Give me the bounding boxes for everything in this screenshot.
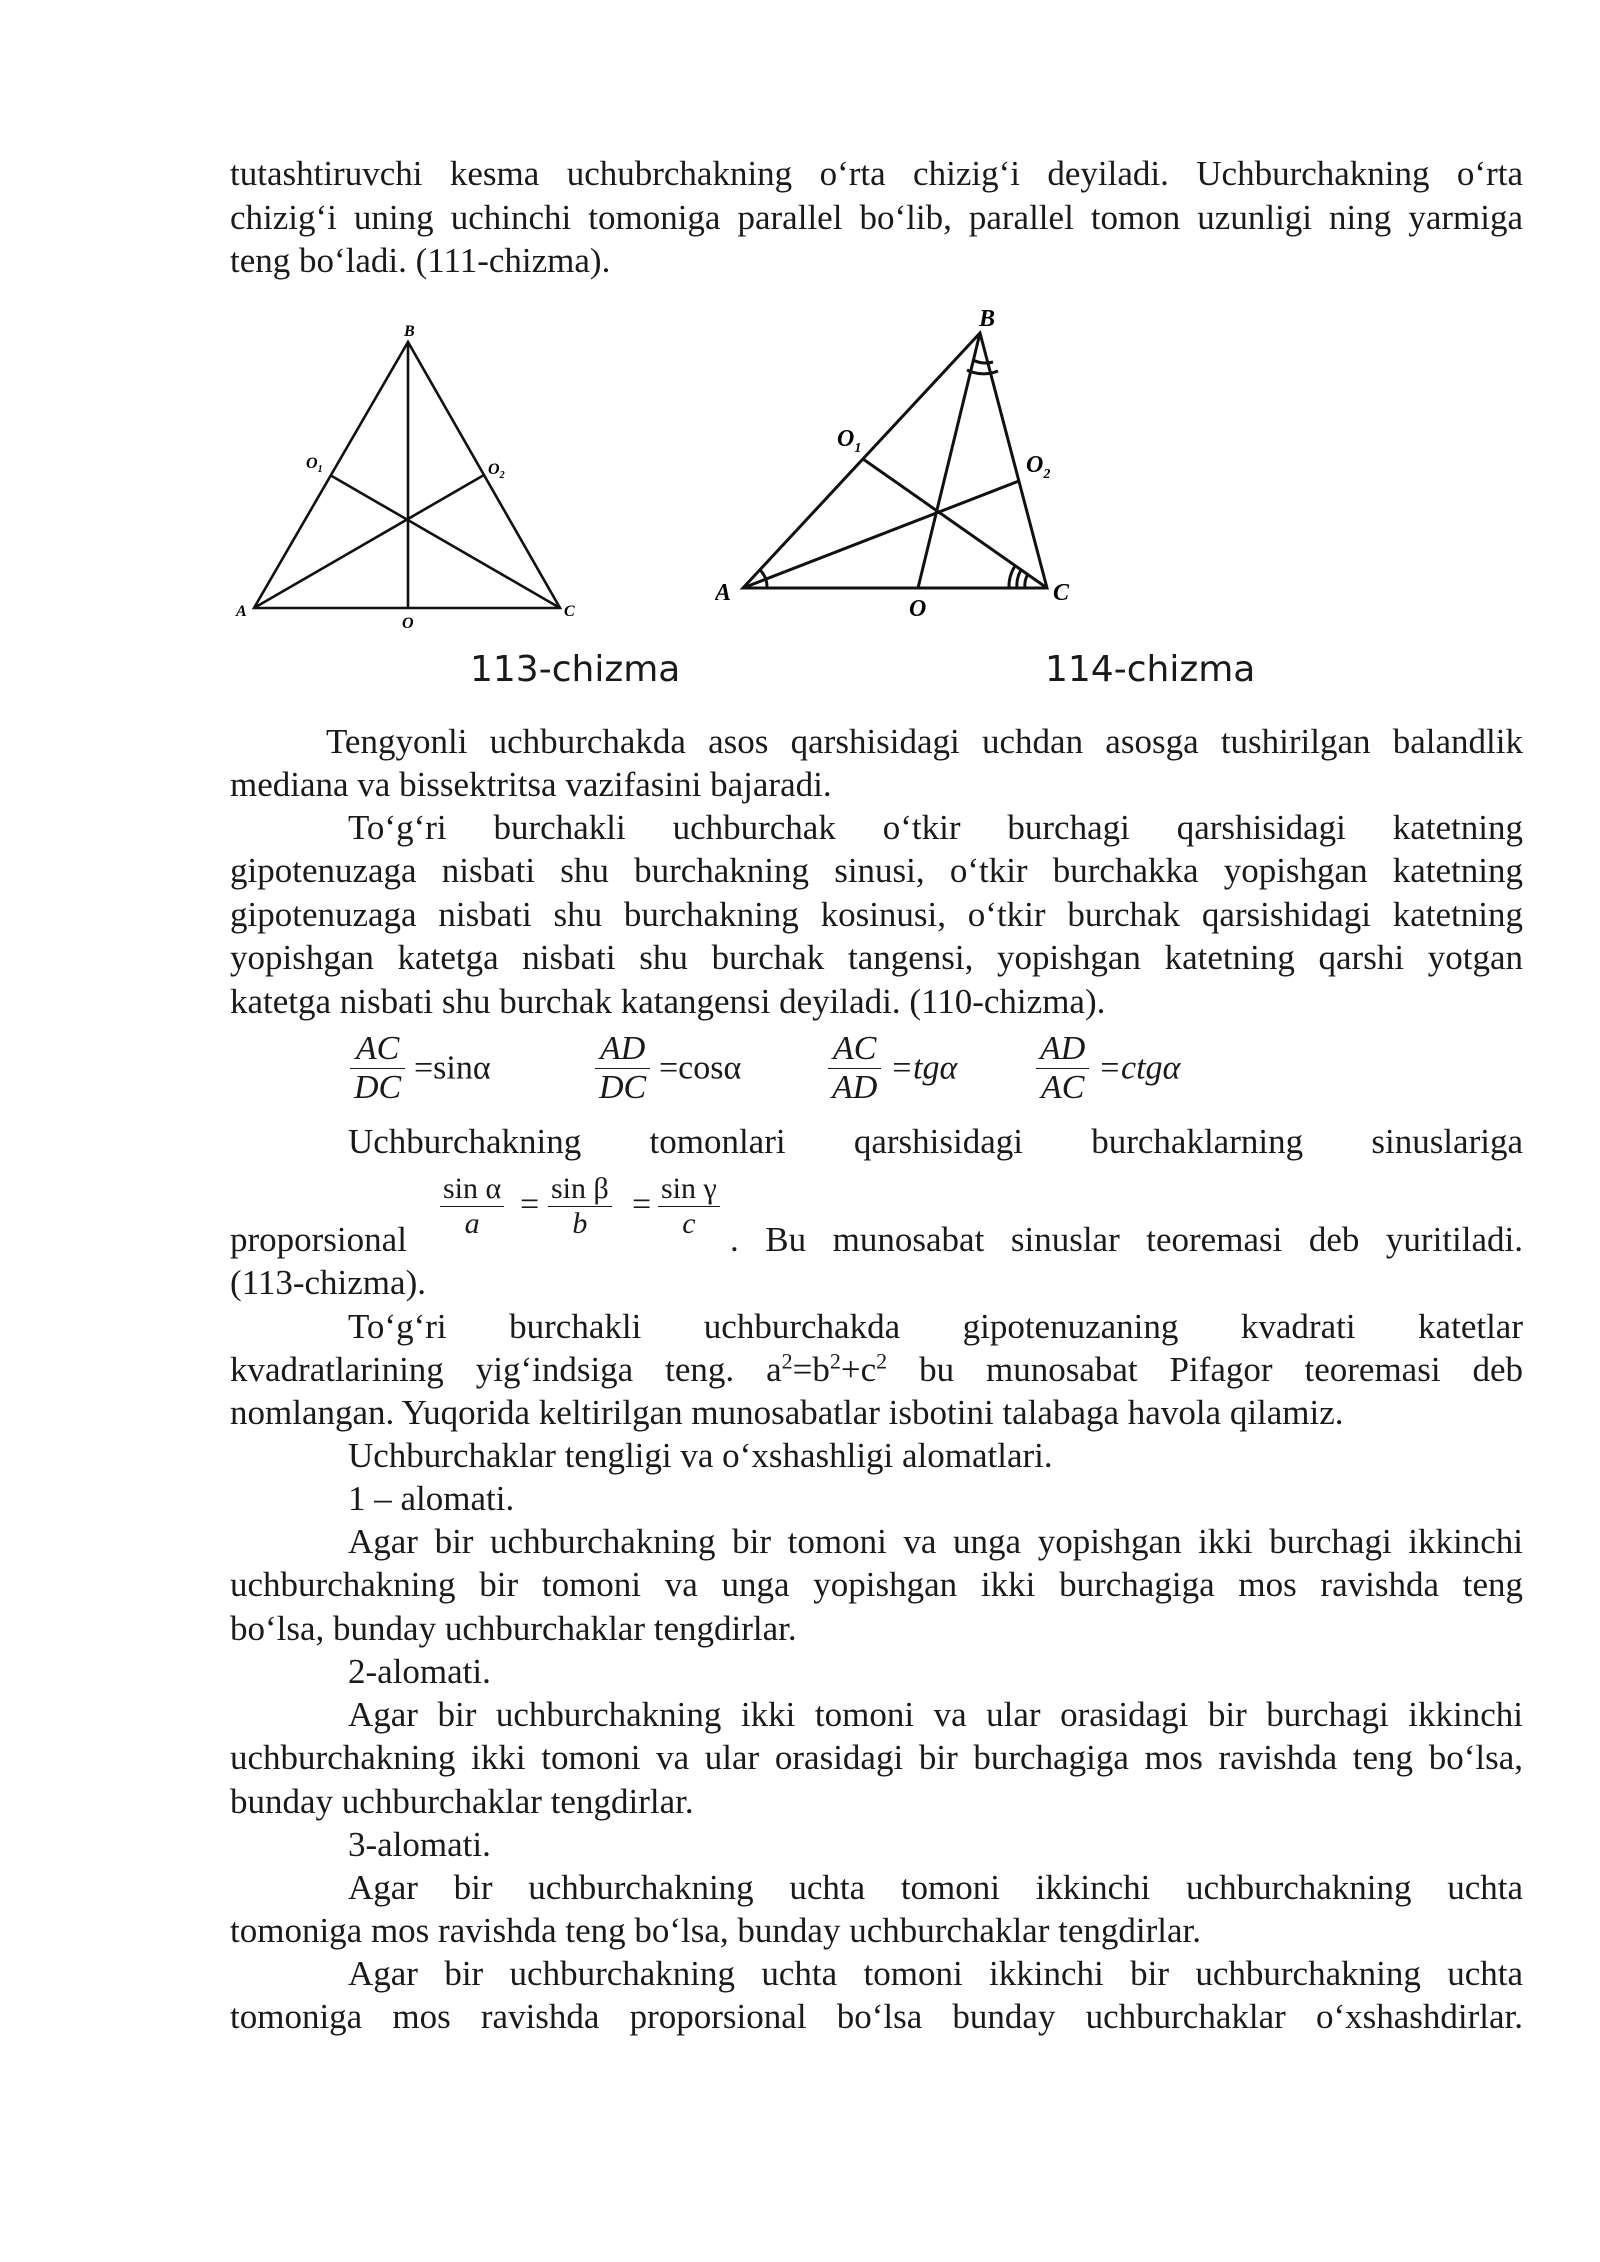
formula-rhs: =tgα xyxy=(890,1049,958,1087)
text-line: 1 – alomati. xyxy=(348,1479,515,1518)
text-line: 2-alomati. xyxy=(348,1652,491,1691)
label-C: C xyxy=(1053,580,1070,606)
sign-1-title xyxy=(230,1477,1523,1521)
pythagoras-line-1 xyxy=(230,1305,1523,1349)
similarity-text xyxy=(230,1952,1523,1996)
fraction: $\frac{AD}{AC}$ xyxy=(1036,1030,1089,1107)
sines-after xyxy=(730,1218,1523,1262)
label-O: O xyxy=(402,615,414,628)
sine-fraction-b: sin β b xyxy=(548,1172,612,1241)
sign-1-text xyxy=(230,1520,1523,1564)
sign-2-text xyxy=(230,1693,1523,1737)
sign-2-text-cont xyxy=(230,1736,1523,1823)
label-C: C xyxy=(564,603,575,620)
text-line: Agar bir uchburchakning ikki tomoni va ular orasidagi bir burchagi ikkinchi xyxy=(348,1695,1523,1734)
text-line: tomoniga mos ravishda proporsional bo‘lsa bunday uchburchaklar o‘xshashdirlar. xyxy=(230,1997,1523,2036)
sign-3-text xyxy=(230,1866,1523,1910)
sine-fraction-a: sin α a xyxy=(440,1172,504,1241)
text-line: yopishgan katetga nisbati shu burchak tangensi, yopishgan katetning qarshi yotgan xyxy=(230,938,1523,978)
formula-rhs: =sinα xyxy=(413,1049,491,1087)
label-O1: $O_1$ xyxy=(306,455,323,475)
fraction: $\frac{AD}{DC}$ xyxy=(595,1030,650,1107)
label-O: O xyxy=(909,596,927,618)
label-O2: $O_2$ xyxy=(1026,452,1051,482)
sign-3-text-cont xyxy=(230,1909,1523,1953)
text-line: katetga nisbati shu burchak katangensi deyiladi. (110-chizma). xyxy=(230,981,1106,1021)
text-line: bunday uchburchaklar tengdirlar. xyxy=(230,1781,694,1821)
label-O1: $O_1$ xyxy=(837,426,862,456)
caption-113: 113-chizma xyxy=(470,649,681,690)
sines-line-3 xyxy=(230,1261,1523,1305)
label-A: A xyxy=(715,580,732,606)
text-line: Agar bir uchburchakning uchta tomoni ikkinchi uchburchakning uchta xyxy=(348,1868,1523,1907)
text-line: kvadratlarining yig‘indsiga teng. $a^2=b^2+c^2$ bu munosabat Pifagor teoremasi deb xyxy=(230,1348,1523,1389)
formula-tg xyxy=(828,1030,957,1107)
formula-ctg xyxy=(1036,1030,1180,1107)
equals-sign: = xyxy=(632,1186,652,1223)
equals-sign: = xyxy=(520,1186,540,1223)
figure-114 xyxy=(715,298,1095,618)
formula-cos xyxy=(595,1030,741,1107)
text-line: mediana va bissektritsa vazifasini bajaradi. xyxy=(230,765,832,804)
formula-rhs: =ctgα xyxy=(1098,1049,1181,1087)
text-line: uchburchakning bir tomoni va unga yopishgan ikki burchagiga mos ravishda teng xyxy=(230,1565,1523,1604)
text-line: 3-alomati. xyxy=(348,1825,491,1864)
pythagoras-line-2 xyxy=(230,1348,1523,1392)
pythagoras-line-3 xyxy=(230,1391,1523,1435)
triangle-113-lines xyxy=(254,342,560,608)
text-line: To‘g‘ri burchakli uchburchak o‘tkir burchagi qarshisidagi katetning xyxy=(348,808,1523,847)
label-O2: $O_2$ xyxy=(488,461,505,481)
label-A: A xyxy=(236,603,247,620)
text-line: teng bo‘ladi. (111-chizma). xyxy=(230,241,611,281)
formula-sin xyxy=(350,1030,491,1107)
fraction: $\frac{AC}{DC}$ xyxy=(350,1030,405,1107)
sines-before: proporsional xyxy=(230,1220,407,1259)
sines-line-1 xyxy=(348,1120,1523,1164)
text-line: gipotenuzaga nisbati shu burchakning kosinusi, o‘tkir burchak qarsishidagi katetning xyxy=(230,894,1523,934)
text-line: . Bu munosabat sinuslar teoremasi deb yuritiladi. xyxy=(730,1220,1523,1259)
text-line: (113-chizma). xyxy=(230,1263,426,1302)
sign-2-title xyxy=(230,1650,1523,1694)
text-line: bo‘lsa, bunday uchburchaklar tengdirlar. xyxy=(230,1608,797,1648)
label-B: B xyxy=(979,306,996,332)
pythagoras-formula: $a^2=b^2+c^2$ xyxy=(766,1348,888,1389)
intro-paragraph xyxy=(230,152,1523,283)
text-line: Agar bir uchburchakning uchta tomoni ikkinchi bir uchburchakning uchta xyxy=(348,1954,1523,1993)
text-line: uchburchakning ikki tomoni va ular orasidagi bir burchagiga mos ravishda teng bo‘lsa, xyxy=(230,1738,1523,1777)
text-line: To‘g‘ri burchakli uchburchakda gipotenuzaning kvadrati katetlar xyxy=(348,1307,1523,1346)
paragraph-trig-def-cont xyxy=(230,849,1523,1023)
text-line: Tengyonli uchburchakda asos qarshisidagi uchdan asosga tushirilgan balandlik xyxy=(326,722,1523,761)
paragraph-isosceles-cont xyxy=(230,763,1523,807)
signs-title xyxy=(230,1434,1523,1478)
text-line: Uchburchaklar tengligi va o‘xshashligi alomatlari. xyxy=(348,1436,1053,1475)
formula-rhs: =cosα xyxy=(658,1049,742,1087)
paragraph-isosceles xyxy=(230,720,1523,764)
figure-113 xyxy=(230,318,600,628)
triangle-114-lines xyxy=(743,333,1047,588)
text-line: gipotenuzaga nisbati shu burchakning sinusi, o‘tkir burchakka yopishgan katetning xyxy=(230,851,1523,890)
text-line: chizig‘i uning uchinchi tomoniga parallel bo‘lib, parallel tomon uzunligi ning yarmiga xyxy=(230,197,1523,237)
paragraph-trig-def xyxy=(230,806,1523,850)
sine-fraction-c: sin γ c xyxy=(658,1172,720,1241)
caption-114: 114-chizma xyxy=(1045,649,1256,690)
text-line: Uchburchakning tomonlari qarshisidagi burchaklarning sinuslariga xyxy=(348,1122,1523,1161)
sign-1-text-cont xyxy=(230,1563,1523,1650)
text-line: tomoniga mos ravishda teng bo‘lsa, bunday uchburchaklar tengdirlar. xyxy=(230,1911,1201,1950)
text-line: nomlangan. Yuqorida keltirilgan munosabatlar isbotini talabaga havola qilamiz. xyxy=(230,1393,1344,1432)
label-B: B xyxy=(404,323,415,340)
fraction: $\frac{AC}{AD}$ xyxy=(828,1030,881,1107)
text-line: Agar bir uchburchakning bir tomoni va unga yopishgan ikki burchagi ikkinchi xyxy=(348,1522,1523,1561)
similarity-text-cont xyxy=(230,1995,1523,2039)
text-line: tutashtiruvchi kesma uchubrchakning o‘rta chizig‘i deyiladi. Uchburchakning o‘rta xyxy=(230,154,1523,193)
sign-3-title xyxy=(230,1823,1523,1867)
